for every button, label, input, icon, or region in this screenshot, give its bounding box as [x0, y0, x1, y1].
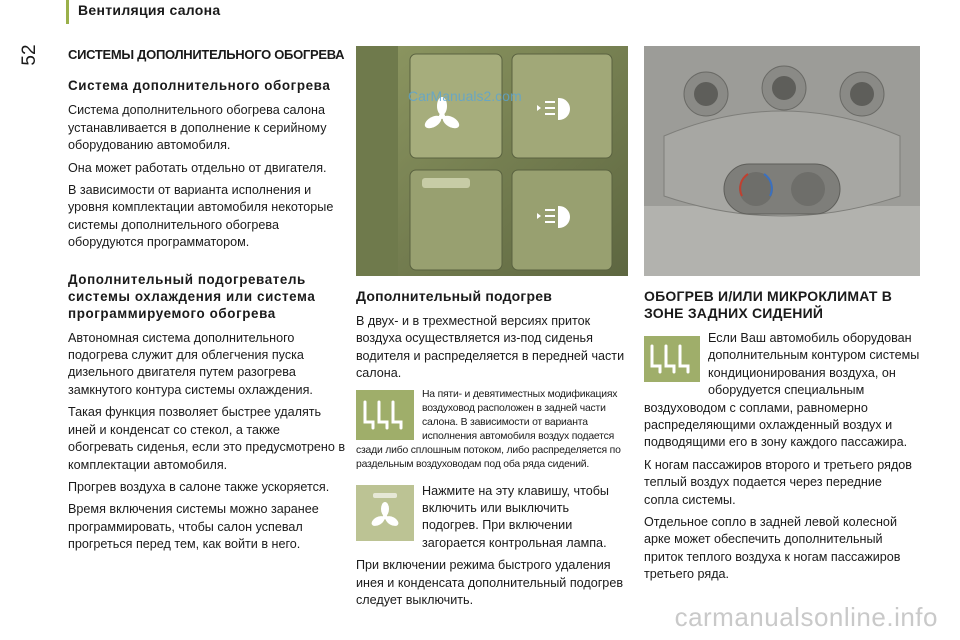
page-number: 52 [19, 44, 40, 66]
heading-aux-heating-system: Система дополнительного обогрева [68, 78, 331, 94]
paragraph: Если Ваш автомобиль оборудован дополнительным контуром системы кондиционирования воздуха, он оборудуется специальным воздуховодом с соплами, равномерно распределяющими охлажденный воздух и подводящими его в зону каждого пассажира. [644, 331, 920, 450]
column-2 [356, 288, 628, 614]
heading-aux-heater: Дополнительный подогреватель системы охлаждения или система программируемого обогрева [68, 271, 316, 321]
header-accent-bar [66, 0, 69, 24]
seats-icon [648, 342, 696, 376]
paragraph: Нажмите на эту клавишу, чтобы включить или выключить подогрев. При включении загорается контрольная лампа. [422, 483, 609, 550]
page-header: Вентиляция салона [78, 2, 221, 18]
seats-icon-box [356, 390, 414, 440]
paragraph: Такая функция позволяет быстрее удалять иней и конденсат со стекол, а также обогревать сиденья, если это предусмотрено в комплектации автомобиля. [68, 405, 346, 472]
paragraph: Система дополнительного обогрева салона устанавливается в дополнение к серийному оборудованию автомобиля. [68, 103, 327, 153]
paragraph: Отдельное сопло в задней левой колесной арке может обеспечить дополнительный приток теплого воздуха к ногам пассажиров третьего ряда. [644, 515, 901, 582]
paragraph: В зависимости от варианта исполнения и уровня комплектации автомобиля некоторые системы дополнительного обогрева оборудуются программатором. [68, 183, 334, 250]
dashboard-switch-photo [356, 46, 628, 276]
fan-button-box [356, 485, 414, 541]
paragraph: К ногам пассажиров второго и третьего рядов теплый воздух подается через передние сопла системы. [644, 457, 912, 507]
paragraph: Автономная система дополнительного подогрева служит для облегчения пуска дизельного двигателя путем разогрева замкнутого контура системы охлаждения. [68, 330, 313, 397]
rear-vents-illustration [644, 46, 920, 276]
column-3 [644, 288, 920, 589]
rear-vents-photo [644, 46, 920, 276]
note: На пяти- и девятиместных модификациях воздуховод расположен в задней части салона. В зависимости от варианта исполнения автомобиля воздух подается сзади либо сплошным потоком, либо распределяется по раздельным воздуховодам под оба ряда сидений. [356, 388, 621, 470]
paragraph: При включении режима быстрого удаления инея и конденсата дополнительный подогрев следует выключить. [356, 558, 624, 608]
heading-rear-seats-climate: ОБОГРЕВ И/ИЛИ МИКРОКЛИМАТ В ЗОНЕ ЗАДНИХ СИДЕНИЙ [644, 288, 893, 321]
fan-icon [365, 491, 405, 535]
paragraph: Время включения системы можно заранее программировать, чтобы салон успевал прогреться перед тем, как войти в него. [68, 502, 319, 552]
paragraph: Она может работать отдельно от двигателя. [68, 160, 327, 175]
heading-aux-heating: Дополнительный подогрев [356, 288, 552, 304]
paragraph: В двух- и в трехместной версиях приток воздуха осуществляется из-под сиденья водителя и распределяется в передней части салона. [356, 314, 625, 381]
seats-icon [361, 398, 409, 432]
dashboard-switch-illustration [356, 46, 628, 276]
column-1 [68, 46, 348, 559]
footer-watermark: carmanualsonline.info [674, 602, 938, 632]
watermark: CarManuals2.com [408, 88, 522, 104]
paragraph: Прогрев воздуха в салоне также ускоряется. [68, 479, 330, 494]
seats-icon-box [644, 336, 700, 382]
section-title: СИСТЕМЫ ДОПОЛНИТЕЛЬНОГО ОБОГРЕВА [68, 47, 345, 62]
